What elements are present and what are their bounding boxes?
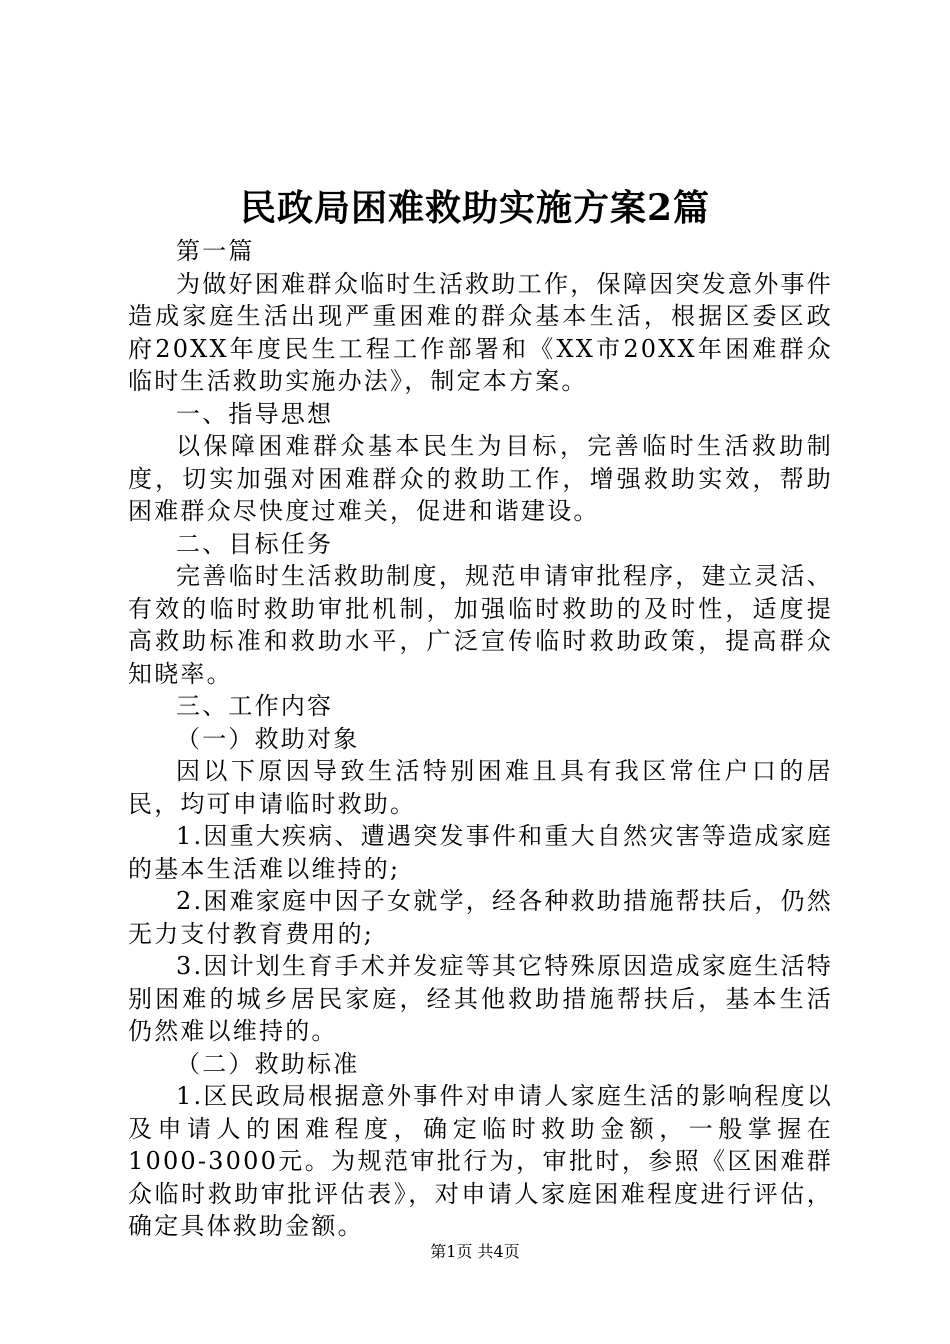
- paragraph: 为做好困难群众临时生活救助工作，保障因突发意外事件造成家庭生活出现严重困难的群众基本生活，根据区委区政府20XX年度民生工程工作部署和《XX市20XX年困难群众临时生活救助实施办法》，制定本方案。: [128, 269, 833, 395]
- section-heading: 一、指导思想: [176, 399, 334, 428]
- section-heading: 二、目标任务: [176, 529, 334, 558]
- paragraph: 完善临时生活救助制度，规范申请审批程序，建立灵活、有效的临时救助审批机制，加强临时救助的及时性，适度提高救助标准和救助水平，广泛宣传临时救助政策，提高群众知晓率。: [128, 562, 833, 688]
- list-item: 3.因计划生育手术并发症等其它特殊原因造成家庭生活特别困难的城乡居民家庭，经其他救助措施帮扶后，基本生活仍然难以维持的。: [128, 952, 833, 1045]
- subsection-heading: （一）救助对象: [176, 724, 360, 753]
- paragraph: 以保障困难群众基本民生为目标，完善临时生活救助制度，切实加强对困难群众的救助工作，增强救助实效，帮助困难群众尽快度过难关，促进和谐建设。: [128, 432, 833, 525]
- section-heading: 三、工作内容: [176, 692, 334, 720]
- document-body: [128, 235, 833, 1243]
- page-footer: 第1页 共4页: [430, 1242, 520, 1261]
- list-item: 1.区民政局根据意外事件对申请人家庭生活的影响程度以及申请人的困难程度，确定临时救助金额，一般掌握在1000-3000元。为规范审批行为，审批时，参照《区困难群众临时救助审批评估表》，对申请人家庭困难程度进行评估，确定具体救助金额。: [128, 1082, 833, 1240]
- section-heading: 第一篇: [176, 237, 255, 265]
- subsection-heading: （二）救助标准: [176, 1049, 360, 1078]
- paragraph: 因以下原因导致生活特别困难且具有我区常住户口的居民，均可申请临时救助。: [128, 757, 833, 818]
- document-title: 民政局困难救助实施方案2篇: [239, 187, 711, 229]
- list-item: 2.困难家庭中因子女就学，经各种救助措施帮扶后，仍然无力支付教育费用的;: [128, 887, 833, 948]
- list-item: 1.因重大疾病、遭遇突发事件和重大自然灾害等造成家庭的基本生活难以维持的;: [128, 822, 833, 883]
